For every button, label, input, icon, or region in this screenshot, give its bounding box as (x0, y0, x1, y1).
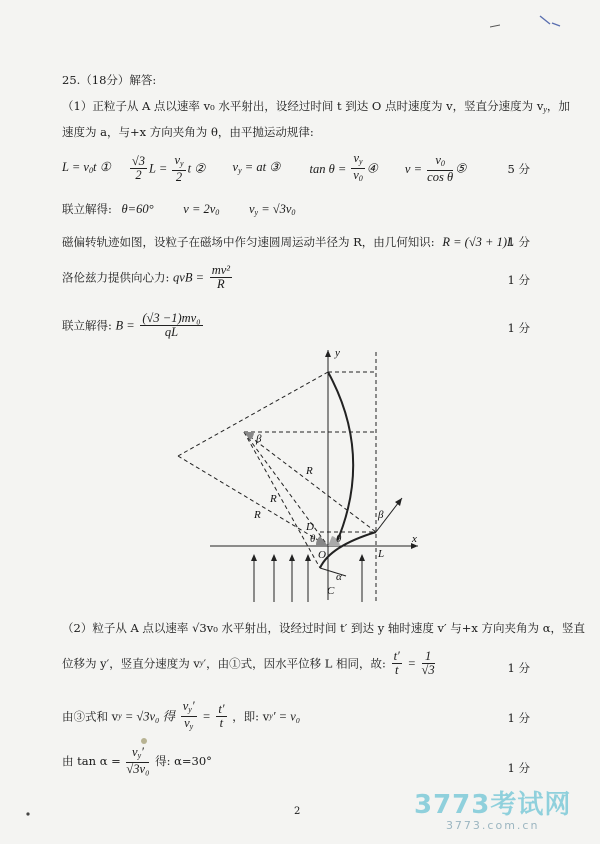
page-number: 2 (294, 806, 301, 817)
part2-intro: （2）粒子从 A 点以速率 √3v₀ 水平射出，设经过时间 t′ 到达 y 轴时速度 v′ 与+x 方向夹角为 α，竖直 (62, 621, 585, 635)
label-R-2: R (270, 493, 277, 505)
arrow-head (251, 554, 257, 561)
scan-mark (538, 14, 562, 28)
part2-line2: 位移为 y′，竖直分速度为 vy′，由①式，因水平位移 L 相同，故: $\frac{t'}{t}$ = $\frac{1}{√3}$ (62, 649, 435, 677)
score-lorentz: 1 分 (507, 273, 530, 287)
radius-line (244, 432, 328, 546)
trajectory-diagram (170, 346, 430, 606)
label-x: x (412, 533, 417, 545)
watermark-logo: 3773考试网 (414, 790, 572, 820)
scan-mark (490, 24, 500, 30)
score-eq: 5 分 (507, 162, 530, 176)
arrow-head (289, 554, 295, 561)
score-ratio: 1 分 (507, 661, 530, 675)
label-y: y (335, 347, 340, 359)
label-R-1: R (306, 465, 313, 477)
equation-row: $L = v_0t$ ① $\frac{√3}{2}$ L = $\frac{v_y}{2}$ t ② $v_y$ = at ③ tan θ = $\frac{v_y}{v_0}$ ④ v = $\frac{v_0}{\text{cos θ}}$ ⑤ (62, 151, 467, 184)
label-D: D (306, 521, 314, 533)
label-beta-1: β (256, 433, 262, 445)
solve-row: 联立解得: θ=60° $v = 2v_0$ $v_y = √3v_0$ (62, 202, 296, 217)
angle-theta (316, 536, 328, 546)
label-beta-2: β (378, 509, 384, 521)
score-mag: 1 分 (507, 235, 530, 249)
label-R-3: R (254, 509, 261, 521)
label-L: L (378, 548, 385, 560)
label-C: C (327, 585, 335, 597)
arrow-head (271, 554, 277, 561)
watermark-url: 3773.com.cn (445, 819, 540, 832)
question-heading: 25.（18分）解答: (62, 73, 157, 87)
score-alpha: 1 分 (507, 761, 530, 775)
part1-intro: （1）正粒子从 A 点以速率 v₀ 水平射出，设经过时间 t 到达 O 点时速度为 v，竖直分速度为 $v_y$，加 (62, 99, 570, 114)
ink-dot (141, 738, 147, 744)
lorentz-row: 洛伦兹力提供向心力: qvB = $\frac{\text{mv²}}{R}$ (62, 263, 231, 291)
label-theta-2: θ (336, 533, 342, 545)
trajectory-arc (328, 372, 353, 544)
arrow-head (359, 554, 365, 561)
watermark (414, 784, 571, 832)
exit-ray-arrow (395, 498, 402, 506)
B-row: 联立解得: B = $\frac{\text{(√3 −1)mv₀}}{qL}$ (62, 311, 201, 339)
radius-line (244, 432, 376, 532)
arrow-head (305, 554, 311, 561)
part2-line4: 由 tan α = $\frac{v_y'}{\text{√3v₀}}$ 得: α=30° (62, 745, 212, 776)
y-axis-arrow (325, 350, 331, 357)
scan-mark (24, 810, 32, 818)
part1-intro-2: 速度为 a，与+x 方向夹角为 θ，由平抛运动规律: (62, 125, 314, 139)
score-B: 1 分 (507, 321, 530, 335)
label-O: O (318, 549, 326, 561)
label-theta-1: θ (310, 533, 316, 545)
radius-line (244, 432, 320, 568)
label-alpha: α (336, 571, 342, 583)
segment-C (320, 568, 346, 576)
magnetic-row: 磁偏转轨迹如图，设粒子在磁场中作匀速圆周运动半径为 R，由几何知识: R = (√3 + 1)L (62, 235, 514, 249)
part2-line3: 由③式和 vy = √3v₀ 得 $\frac{v_y'}{v_y}$ = $\frac{t'}{t}$ ，即: vy′ = v₀ (62, 699, 301, 731)
score-vy: 1 分 (507, 711, 530, 725)
